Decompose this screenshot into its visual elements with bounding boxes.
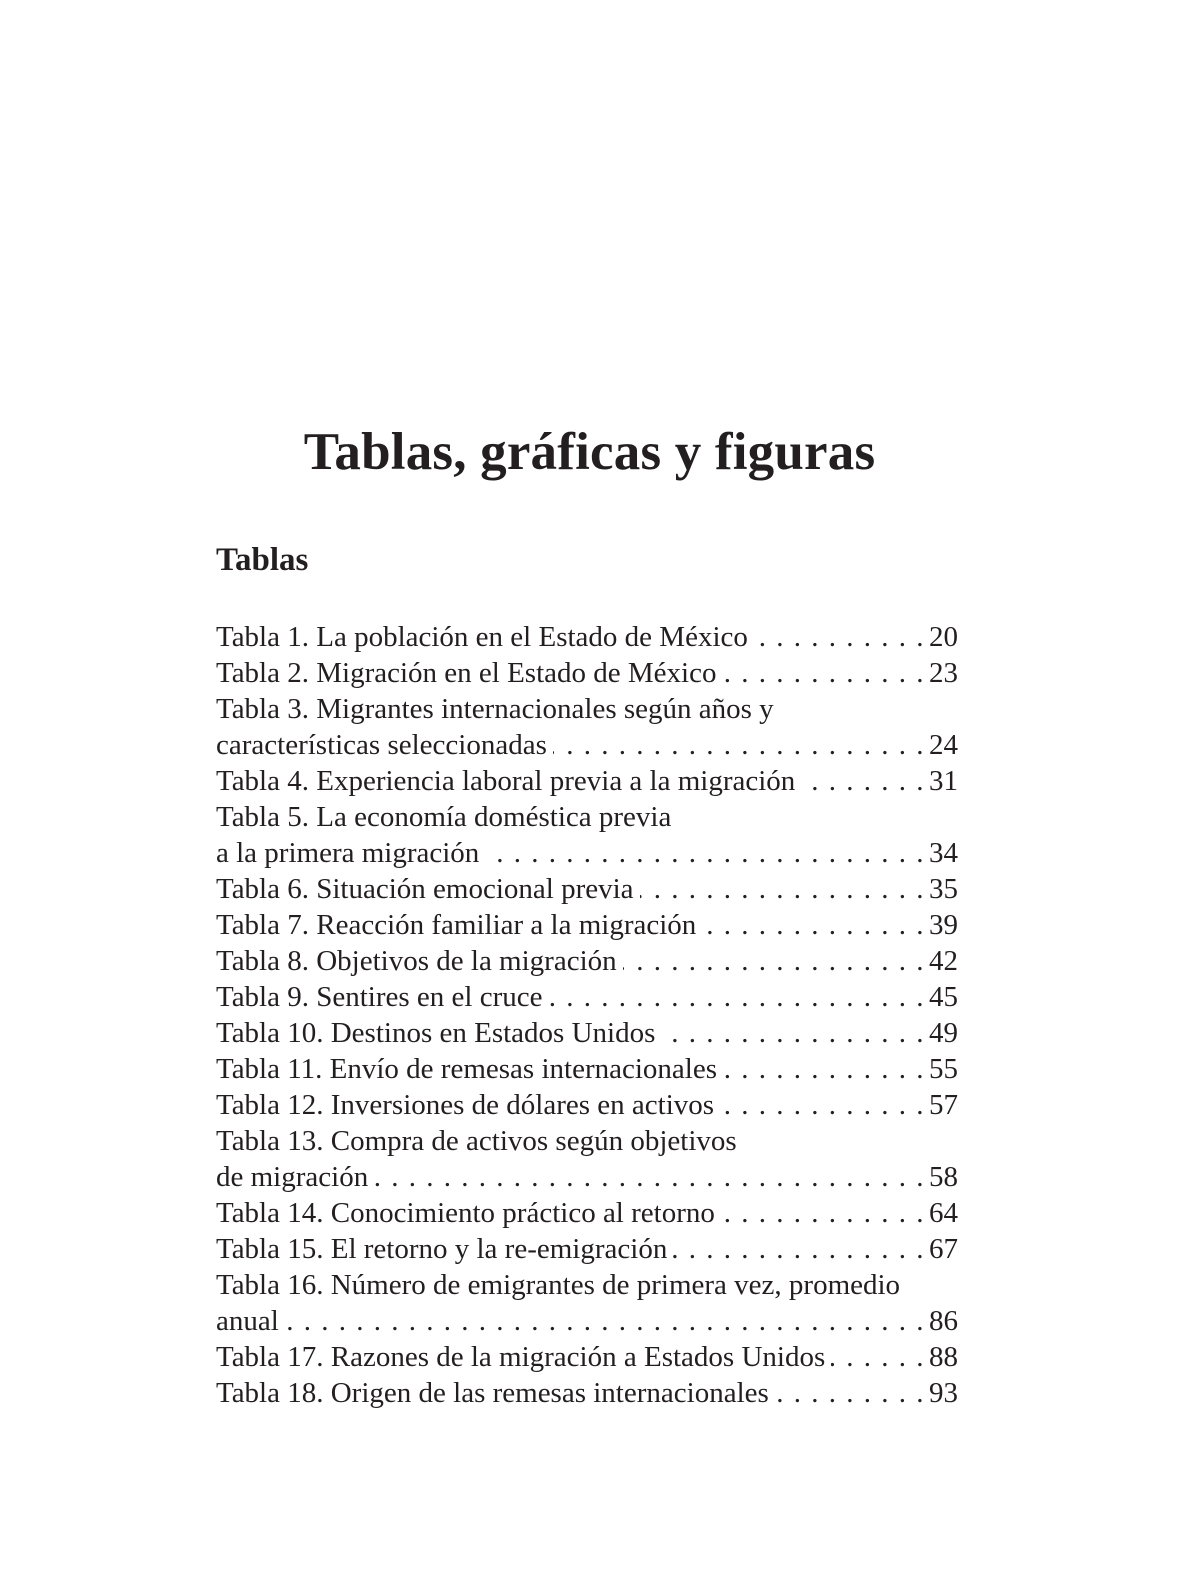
dot-leader bbox=[553, 727, 925, 763]
toc-entry[interactable] bbox=[216, 1087, 958, 1123]
toc-page-number: 93 bbox=[929, 1377, 958, 1409]
toc-entry-row bbox=[216, 1195, 958, 1231]
toc-page-number: 23 bbox=[929, 657, 958, 689]
toc-entry-row bbox=[216, 1087, 958, 1123]
toc-page-number: 20 bbox=[929, 621, 958, 653]
toc-entry-row bbox=[216, 1375, 958, 1411]
toc-entry-row bbox=[216, 1015, 958, 1051]
toc-entry[interactable] bbox=[216, 1123, 958, 1195]
toc-entry-row bbox=[216, 763, 958, 799]
toc-entry-row bbox=[216, 1303, 958, 1339]
dot-leader bbox=[801, 763, 925, 799]
toc-entry-text: Tabla 5. La economía doméstica previa bbox=[216, 801, 672, 833]
dot-leader bbox=[754, 619, 925, 655]
toc-entry-text: Tabla 3. Migrantes internacionales según años y bbox=[216, 693, 774, 725]
dot-leader bbox=[702, 907, 925, 943]
toc-entry[interactable] bbox=[216, 1015, 958, 1051]
toc-page-number: 55 bbox=[929, 1053, 958, 1085]
toc-entry-text: Tabla 11. Envío de remesas internacionales bbox=[216, 1053, 717, 1085]
toc-page-number: 57 bbox=[929, 1089, 958, 1121]
toc-entry-text: Tabla 13. Compra de activos según objetivos bbox=[216, 1125, 737, 1157]
toc-entry-text: Tabla 17. Razones de la migración a Estados Unidos bbox=[216, 1341, 826, 1373]
toc-page-number: 88 bbox=[929, 1341, 958, 1373]
dot-leader bbox=[623, 943, 925, 979]
toc-entry-text: características seleccionadas bbox=[216, 729, 547, 761]
dot-leader bbox=[775, 1375, 925, 1411]
toc-entry[interactable] bbox=[216, 799, 958, 871]
toc-entry-text: Tabla 7. Reacción familiar a la migración bbox=[216, 909, 697, 941]
dot-leader bbox=[673, 1231, 925, 1267]
toc-entry[interactable] bbox=[216, 1339, 958, 1375]
toc-entry-text: Tabla 9. Sentires en el cruce bbox=[216, 981, 543, 1013]
toc-entry[interactable] bbox=[216, 1375, 958, 1411]
dot-leader bbox=[723, 1051, 925, 1087]
toc-entry-row bbox=[216, 907, 958, 943]
toc-entry-row bbox=[216, 1159, 958, 1195]
toc-entry-text: Tabla 6. Situación emocional previa bbox=[216, 873, 634, 905]
toc-page-number: 64 bbox=[929, 1197, 958, 1229]
toc-entry-row bbox=[216, 1231, 958, 1267]
toc-page-number: 45 bbox=[929, 981, 958, 1013]
toc-entry[interactable] bbox=[216, 979, 958, 1015]
toc-entry-text: Tabla 1. La población en el Estado de México bbox=[216, 621, 748, 653]
toc-entry[interactable] bbox=[216, 943, 958, 979]
toc-entry-text: Tabla 4. Experiencia laboral previa a la migración bbox=[216, 765, 796, 797]
dot-leader bbox=[485, 835, 925, 871]
toc-page-number: 31 bbox=[929, 765, 958, 797]
toc-entry-text: a la primera migración bbox=[216, 837, 480, 869]
toc-entry-row bbox=[216, 619, 958, 655]
toc-entry-row bbox=[216, 979, 958, 1015]
toc-entry[interactable] bbox=[216, 1267, 958, 1339]
toc-entry-text: anual bbox=[216, 1305, 279, 1337]
toc-page-number: 86 bbox=[929, 1305, 958, 1337]
dot-leader bbox=[661, 1015, 925, 1051]
dot-leader bbox=[549, 979, 926, 1015]
dot-leader bbox=[374, 1159, 925, 1195]
dot-leader bbox=[831, 1339, 925, 1375]
toc-entry-text: Tabla 18. Origen de las remesas internacionales bbox=[216, 1377, 769, 1409]
toc-entry-row bbox=[216, 943, 958, 979]
toc-entry[interactable] bbox=[216, 691, 958, 763]
toc-entry[interactable] bbox=[216, 763, 958, 799]
dot-leader bbox=[640, 871, 925, 907]
toc-entry[interactable] bbox=[216, 1195, 958, 1231]
toc-page-number: 58 bbox=[929, 1161, 958, 1193]
toc-entry[interactable] bbox=[216, 907, 958, 943]
dot-leader bbox=[722, 655, 925, 691]
toc-entry-text: de migración bbox=[216, 1161, 369, 1193]
toc-page-number: 49 bbox=[929, 1017, 958, 1049]
toc-page-number: 35 bbox=[929, 873, 958, 905]
toc-entry[interactable] bbox=[216, 655, 958, 691]
toc-entry-row bbox=[216, 835, 958, 871]
dot-leader bbox=[721, 1195, 925, 1231]
toc-entry-row bbox=[216, 727, 958, 763]
toc-entry-text: Tabla 16. Número de emigrantes de primera vez, promedio bbox=[216, 1269, 901, 1301]
toc-entry-text: Tabla 2. Migración en el Estado de México bbox=[216, 657, 717, 689]
toc-entry[interactable] bbox=[216, 1231, 958, 1267]
toc-entry-row bbox=[216, 1051, 958, 1087]
toc-page-number: 24 bbox=[929, 729, 958, 761]
toc-entry-text: Tabla 12. Inversiones de dólares en activos bbox=[216, 1089, 715, 1121]
toc-page-number: 39 bbox=[929, 909, 958, 941]
toc-page-number: 42 bbox=[929, 945, 958, 977]
toc-page-number: 34 bbox=[929, 837, 958, 869]
page-title: Tablas, gráficas y figuras bbox=[303, 423, 876, 481]
section-heading-tablas: Tablas bbox=[216, 542, 309, 578]
dot-leader bbox=[720, 1087, 925, 1123]
table-of-contents bbox=[216, 619, 958, 1411]
toc-entry-row bbox=[216, 655, 958, 691]
dot-leader bbox=[285, 1303, 925, 1339]
toc-page-number: 67 bbox=[929, 1233, 958, 1265]
toc-entry[interactable] bbox=[216, 1051, 958, 1087]
toc-entry-text: Tabla 8. Objetivos de la migración bbox=[216, 945, 617, 977]
toc-entry-row bbox=[216, 1339, 958, 1375]
toc-entry-row bbox=[216, 871, 958, 907]
toc-entry-text: Tabla 14. Conocimiento práctico al retorno bbox=[216, 1197, 715, 1229]
toc-entry-text: Tabla 10. Destinos en Estados Unidos bbox=[216, 1017, 656, 1049]
toc-entry[interactable] bbox=[216, 619, 958, 655]
toc-entry-text: Tabla 15. El retorno y la re-emigración bbox=[216, 1233, 668, 1265]
toc-entry[interactable] bbox=[216, 871, 958, 907]
